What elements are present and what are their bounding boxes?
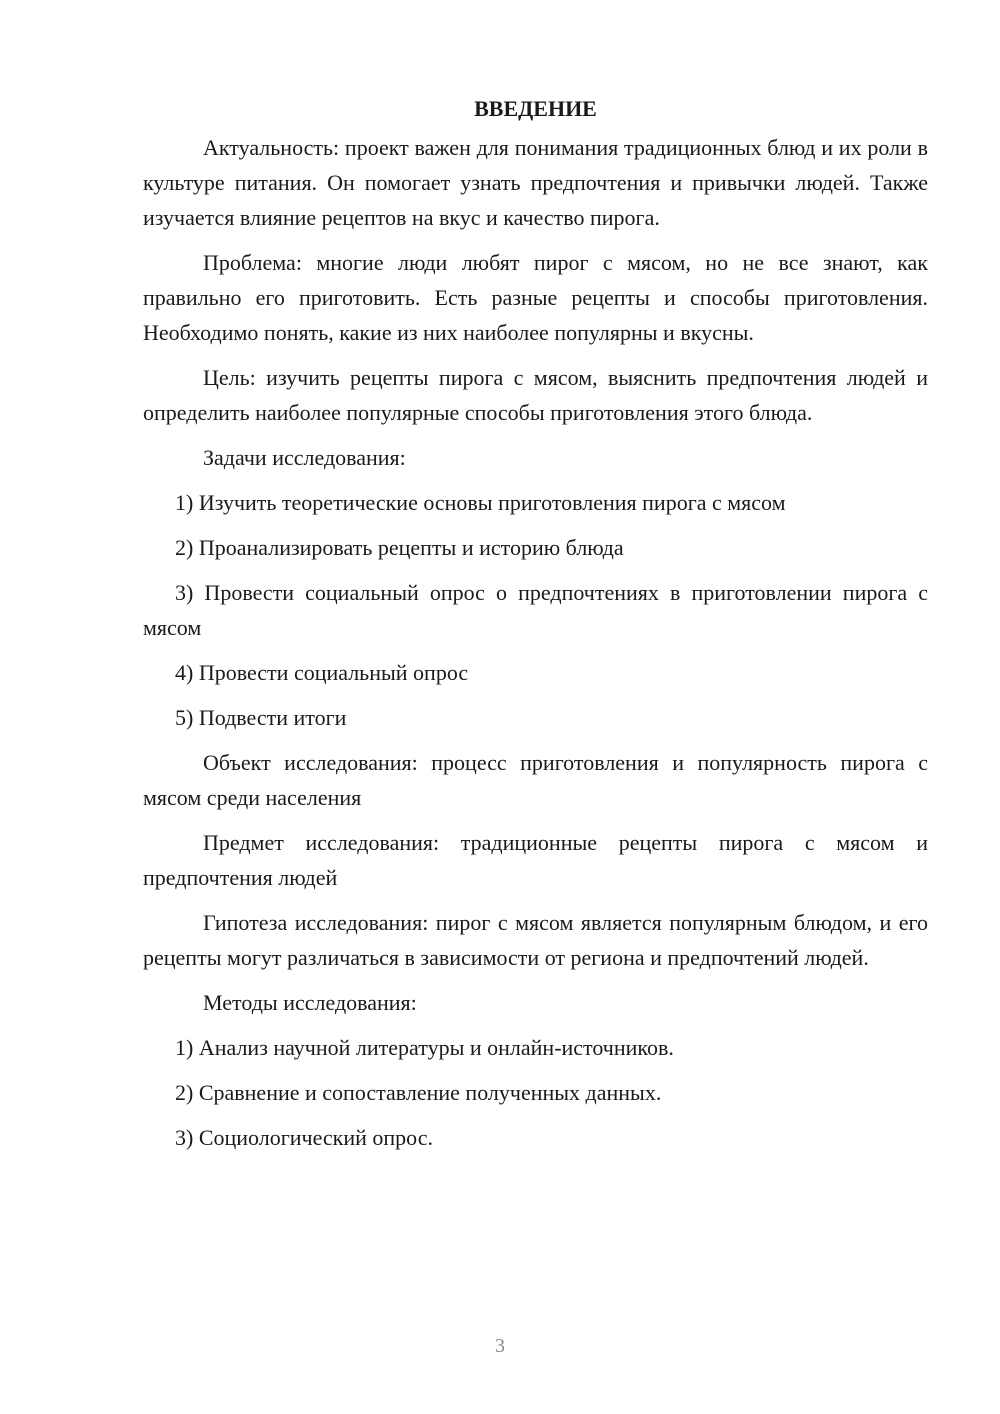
- paragraph-goal: Цель: изучить рецепты пирога с мясом, выяснить предпочтения людей и определить наиболее популярные способы приготовления этого блюда.: [143, 365, 928, 425]
- section-title: ВВЕДЕНИЕ: [474, 96, 597, 121]
- paragraph-problem: Проблема: многие люди любят пирог с мясом, но не все знают, как правильно его приготовить. Есть разные рецепты и способы приготовления. Необходимо понять, какие из них наиболее популярны и вкусны.: [143, 250, 928, 345]
- paragraph-relevance: Актуальность: проект важен для понимания традиционных блюд и их роли в культуре питания. Он помогает узнать предпочтения и привычки людей. Также изучается влияние рецептов на вкус и качество пирога.: [143, 135, 928, 230]
- task-item: 1) Изучить теоретические основы приготовления пирога с мясом: [175, 490, 786, 515]
- method-item: 3) Социологический опрос.: [175, 1125, 433, 1150]
- method-item: 1) Анализ научной литературы и онлайн-источников.: [175, 1035, 674, 1060]
- document-page: [143, 92, 928, 1165]
- tasks-heading: Задачи исследования:: [203, 445, 406, 470]
- method-item: 2) Сравнение и сопоставление полученных данных.: [175, 1080, 662, 1105]
- page-number: 3: [495, 1335, 505, 1357]
- paragraph-object: Объект исследования: процесс приготовления и популярность пирога с мясом среди населения: [143, 750, 928, 810]
- task-item: 2) Проанализировать рецепты и историю блюда: [175, 535, 624, 560]
- task-item: 3) Провести социальный опрос о предпочтениях в приготовлении пирога с мясом: [143, 580, 928, 640]
- methods-heading: Методы исследования:: [203, 990, 417, 1015]
- task-item: 4) Провести социальный опрос: [175, 660, 469, 685]
- paragraph-subject: Предмет исследования: традиционные рецепты пирога с мясом и предпочтения людей: [143, 830, 928, 890]
- task-item: 5) Подвести итоги: [175, 705, 347, 730]
- paragraph-hypothesis: Гипотеза исследования: пирог с мясом является популярным блюдом, и его рецепты могут различаться в зависимости от региона и предпочтений людей.: [143, 910, 928, 970]
